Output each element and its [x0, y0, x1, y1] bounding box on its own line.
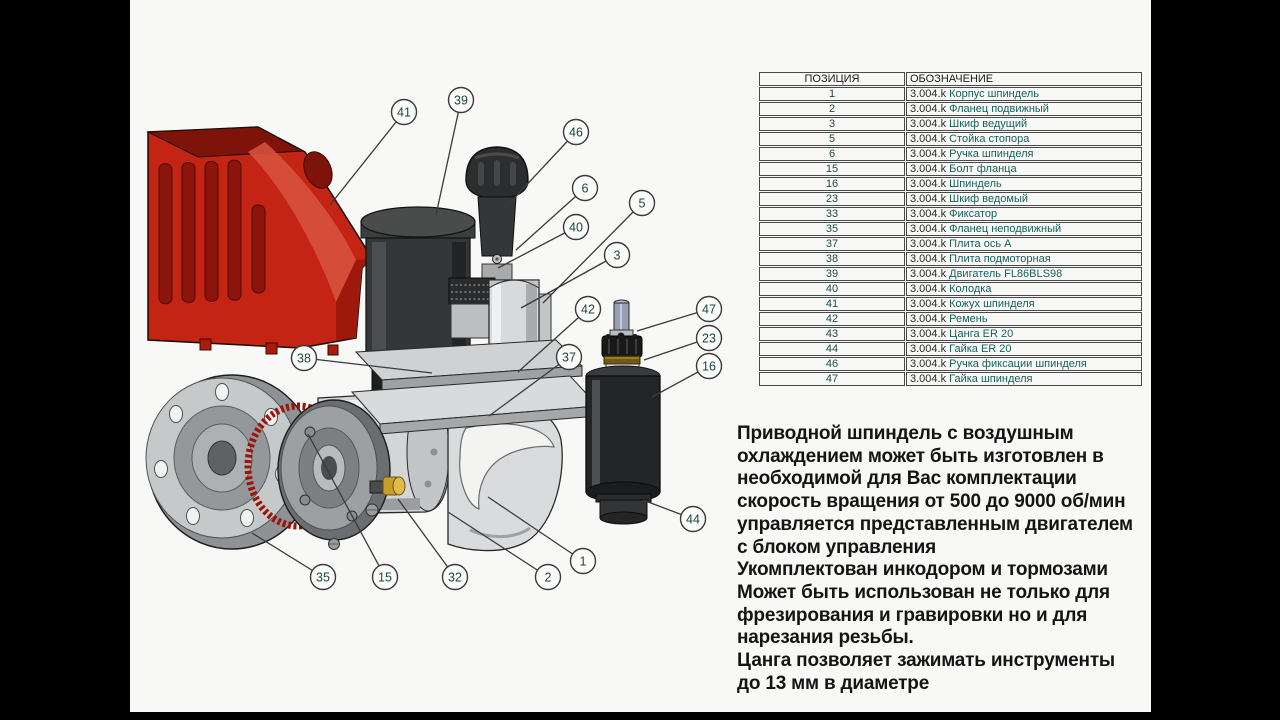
part-position: 43 — [759, 327, 905, 341]
parts-table-row — [759, 207, 1142, 221]
parts-table-row — [759, 87, 1142, 101]
svg-text:23: 23 — [702, 331, 716, 346]
part-designation: 3.004.k Корпус шпиндель — [906, 87, 1142, 101]
part-designation: 3.004.k Фланец неподвижный — [906, 222, 1142, 236]
svg-text:15: 15 — [378, 570, 392, 585]
description-line: Укомплектован инкодором и тормозами — [737, 559, 1108, 581]
svg-text:37: 37 — [562, 350, 576, 365]
part-position: 46 — [759, 357, 905, 371]
description-line: нарезания резьбы. — [737, 627, 914, 649]
svg-text:38: 38 — [297, 351, 311, 366]
parts-table-row — [759, 312, 1142, 326]
parts-table-row — [759, 372, 1142, 386]
part-position: 1 — [759, 87, 905, 101]
part-designation: 3.004.k Фланец подвижный — [906, 102, 1142, 116]
callout-6 — [516, 176, 598, 251]
callout-44 — [643, 500, 706, 532]
part-position: 6 — [759, 147, 905, 161]
part-designation: 3.004.k Гайка ER 20 — [906, 342, 1142, 356]
description-text — [737, 423, 1163, 695]
part-designation: 3.004.k Ремень — [906, 312, 1142, 326]
description-line: управляется представленным двигателем — [737, 513, 1133, 535]
part-position: 2 — [759, 102, 905, 116]
part-position: 44 — [759, 342, 905, 356]
description-line: скорость вращения от 500 до 9000 об/мин — [737, 491, 1126, 513]
lock-knob — [466, 147, 528, 281]
svg-text:3: 3 — [613, 248, 621, 263]
part-designation: 3.004.k Кожух шпинделя — [906, 297, 1142, 311]
callout-16 — [652, 354, 722, 398]
svg-text:32: 32 — [448, 570, 462, 585]
parts-table-row — [759, 132, 1142, 146]
part-designation: 3.004.k Плита подмоторная — [906, 252, 1142, 266]
spindle-cover-red — [148, 127, 372, 355]
description-line: Может быть использован не только для — [737, 581, 1110, 603]
parts-table-row — [759, 282, 1142, 296]
description-line: охлаждением может быть изготовлен в — [737, 445, 1104, 467]
description-line: фрезирования и гравировки но и для — [737, 604, 1088, 626]
spindle-cartridge — [586, 300, 660, 524]
parts-table-row — [759, 342, 1142, 356]
parts-table-row — [759, 117, 1142, 131]
svg-text:16: 16 — [702, 359, 716, 374]
part-position: 16 — [759, 177, 905, 191]
parts-table-row — [759, 297, 1142, 311]
parts-table-row — [759, 237, 1142, 251]
header-position: ПОЗИЦИЯ — [759, 72, 905, 86]
callout-41 — [330, 100, 417, 206]
callout-35 — [252, 533, 336, 590]
description-line: Цанга позволяет зажимать инструменты — [737, 650, 1115, 672]
part-designation: 3.004.k Ручка шпинделя — [906, 147, 1142, 161]
part-designation: 3.004.k Ручка фиксации шпинделя — [906, 357, 1142, 371]
description-line: Приводной шпиндель с воздушным — [737, 423, 1074, 444]
part-position: 33 — [759, 207, 905, 221]
description-line: необходимой для Вас комплектации — [737, 468, 1077, 490]
collet-nut-44 — [596, 494, 651, 524]
parts-table-row — [759, 162, 1142, 176]
part-position: 23 — [759, 192, 905, 206]
svg-text:2: 2 — [544, 570, 552, 585]
flange-bolt — [300, 495, 310, 505]
svg-text:6: 6 — [581, 181, 589, 196]
part-position: 3 — [759, 117, 905, 131]
part-designation: 3.004.k Болт фланца — [906, 162, 1142, 176]
flange-bolt — [305, 427, 315, 437]
part-designation: 3.004.k Шкиф ведомый — [906, 192, 1142, 206]
driven-pulley-ring — [604, 356, 640, 364]
callout-39 — [436, 88, 474, 216]
svg-text:35: 35 — [316, 570, 330, 585]
parts-table-row — [759, 177, 1142, 191]
svg-text:46: 46 — [569, 125, 583, 140]
part-position: 47 — [759, 372, 905, 386]
part-position: 40 — [759, 282, 905, 296]
svg-text:40: 40 — [569, 220, 583, 235]
svg-text:5: 5 — [638, 196, 646, 211]
part-designation: 3.004.k Шкиф ведущий — [906, 117, 1142, 131]
svg-text:47: 47 — [702, 302, 716, 317]
part-designation: 3.004.k Цанга ER 20 — [906, 327, 1142, 341]
part-position: 42 — [759, 312, 905, 326]
part-designation: 3.004.k Фиксатор — [906, 207, 1142, 221]
part-position: 37 — [759, 237, 905, 251]
svg-text:1: 1 — [579, 554, 587, 569]
part-position: 5 — [759, 132, 905, 146]
part-position: 41 — [759, 297, 905, 311]
parts-table-row — [759, 267, 1142, 281]
svg-text:44: 44 — [686, 512, 700, 527]
part-designation: 3.004.k Колодка — [906, 282, 1142, 296]
parts-table-header — [759, 72, 1142, 86]
parts-table-row — [759, 357, 1142, 371]
movable-flange — [278, 400, 390, 540]
part-designation: 3.004.k Шпиндель — [906, 177, 1142, 191]
header-designation: ОБОЗНАЧЕНИЕ — [906, 72, 1142, 86]
svg-text:42: 42 — [581, 302, 595, 317]
part-position: 39 — [759, 267, 905, 281]
spindle-nut-47 — [602, 333, 642, 358]
description-line: с блоком управления — [737, 536, 936, 558]
part-position: 35 — [759, 222, 905, 236]
parts-table-row — [759, 222, 1142, 236]
part-position: 38 — [759, 252, 905, 266]
part-designation: 3.004.k Гайка шпинделя — [906, 372, 1142, 386]
parts-table-row — [759, 252, 1142, 266]
parts-table-row — [759, 102, 1142, 116]
part-designation: 3.004.k Стойка стопора — [906, 132, 1142, 146]
svg-text:39: 39 — [454, 93, 468, 108]
part-designation: 3.004.k Плита ось А — [906, 237, 1142, 251]
parts-table-row — [759, 147, 1142, 161]
part-position: 15 — [759, 162, 905, 176]
parts-table-row — [759, 327, 1142, 341]
description-line: до 13 мм в диаметре — [737, 672, 930, 694]
svg-text:41: 41 — [397, 105, 411, 120]
part-designation: 3.004.k Двигатель FL86BLS98 — [906, 267, 1142, 281]
parts-table-row — [759, 192, 1142, 206]
parts-table — [758, 71, 1143, 387]
